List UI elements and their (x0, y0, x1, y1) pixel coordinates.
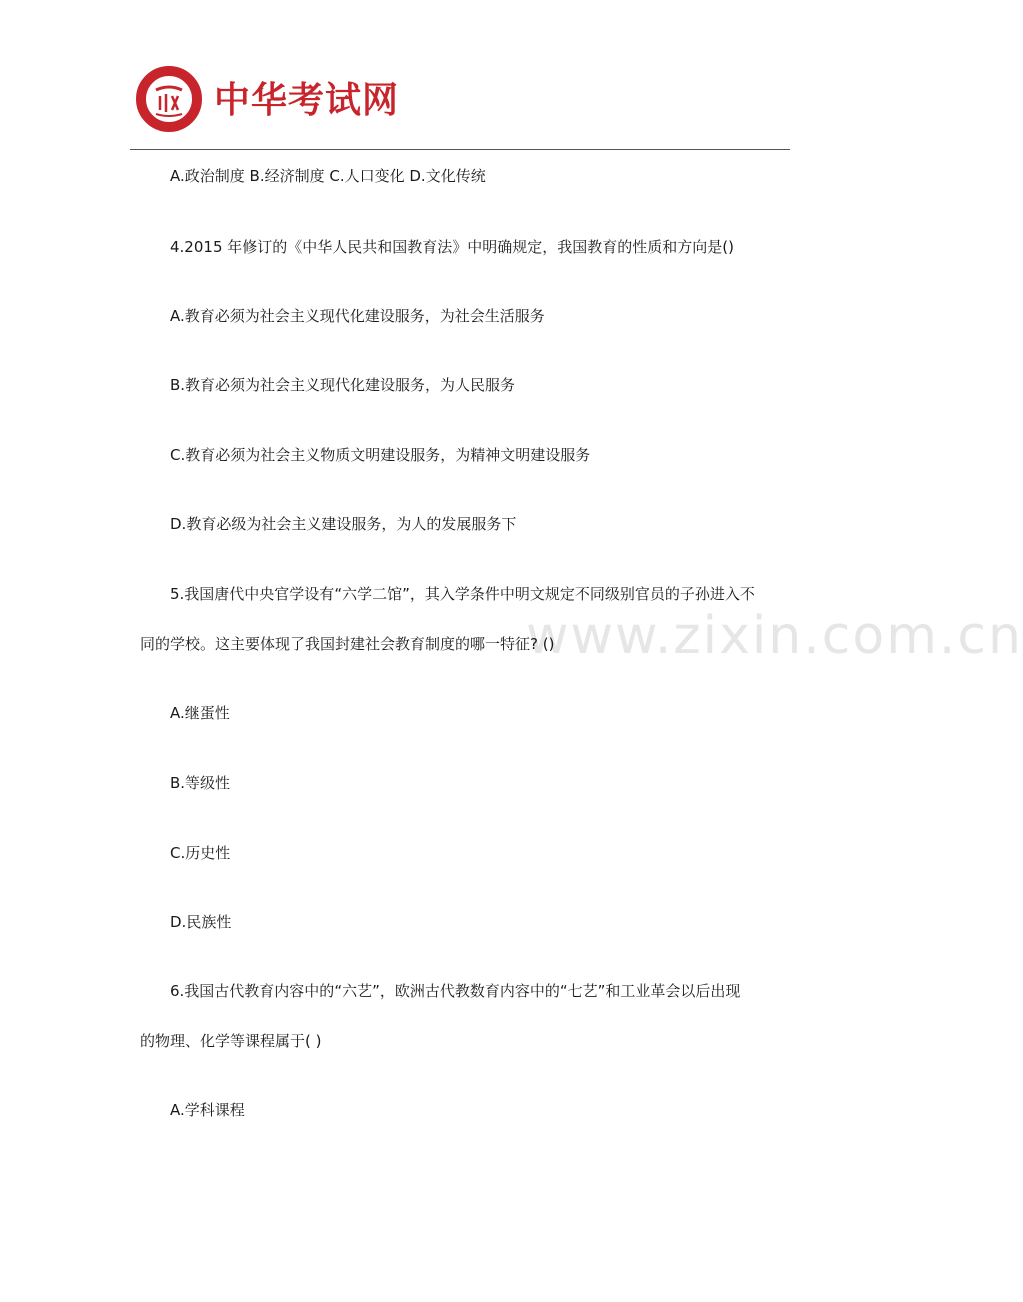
header (136, 66, 790, 134)
header-divider (130, 149, 790, 150)
option-5c: C.历史性 (170, 844, 231, 862)
watermark: www.zixin.com.cn (526, 606, 1023, 666)
question-4: 4.2015 年修订的《中华人民共和国教育法》中明确规定，我国教育的性质和方向是() (170, 238, 734, 256)
option-4a: A.教育必须为社会主义现代化建设服务，为社会生活服务 (170, 307, 545, 325)
question-6-line-2: 的物理、化学等课程属于( ) (140, 1032, 322, 1050)
question-5-line-1: 5.我国唐代中央官学设有“六学二馆”，其入学条件中明文规定不同级别官员的子孙进入不 (170, 585, 755, 603)
option-5d: D.民族性 (170, 913, 232, 931)
logo-text: 中华考试网 (214, 80, 400, 121)
logo-seal-ring (144, 74, 194, 124)
option-4c: C.教育必须为社会主义物质文明建设服务，为精神文明建设服务 (170, 446, 591, 464)
question-6-line-1: 6.我国古代教育内容中的“六艺”，欧洲古代教数育内容中的“七艺”和工业革会以后出现 (170, 982, 741, 1000)
question-5-line-2: 同的学校。这主要体现了我国封建社会教育制度的哪一特征? () (140, 635, 555, 653)
option-5b: B.等级性 (170, 774, 231, 792)
logo-seal-icon (136, 66, 202, 132)
option-4d: D.教育必级为社会主义建设服务，为人的发展服务下 (170, 515, 517, 533)
option-5a: A.继蛋性 (170, 704, 230, 722)
seal-glyph-icon (146, 76, 192, 122)
option-4b: B.教育必须为社会主义现代化建设服务，为人民服务 (170, 376, 516, 394)
answer-options-q3: A.政治制度 B.经济制度 C.人口变化 D.文化传统 (170, 167, 486, 185)
option-6a: A.学科课程 (170, 1101, 245, 1119)
